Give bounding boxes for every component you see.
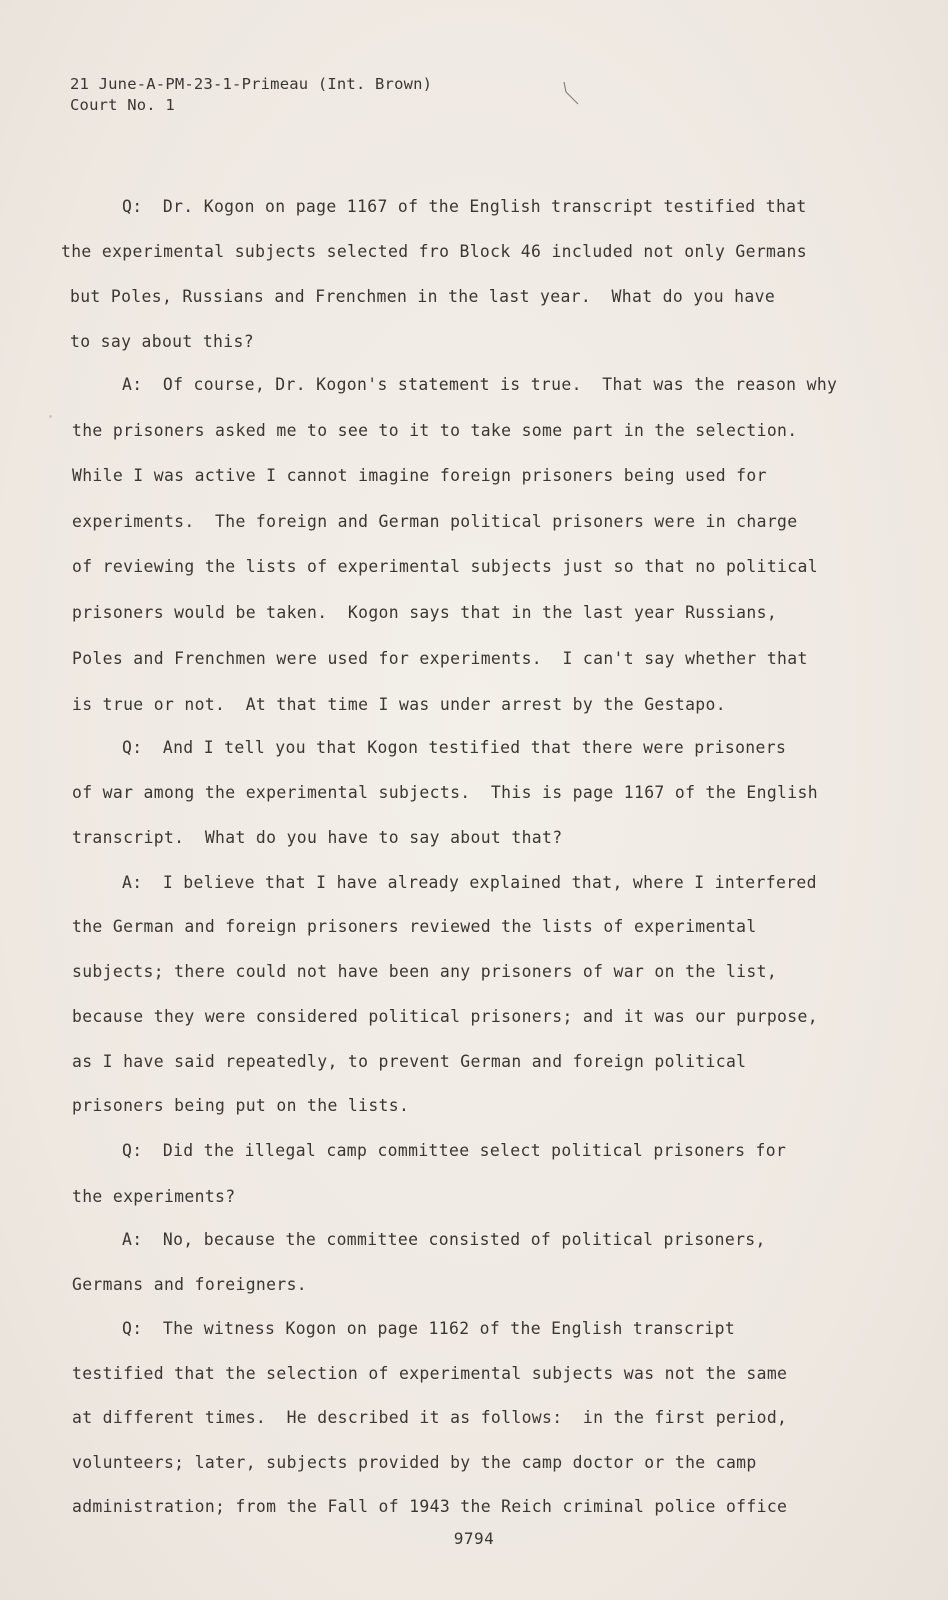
transcript-line: Germans and foreigners.: [72, 1275, 308, 1294]
transcript-line: A: No, because the committee consisted of political prisoners,: [122, 1230, 766, 1249]
header-case-reference: 21 June-A-PM-23-1-Primeau (Int. Brown): [70, 75, 433, 93]
transcript-line: While I was active I cannot imagine foreign prisoners being used for: [72, 466, 767, 485]
page-number: 9794: [453, 1529, 495, 1548]
transcript-line: of reviewing the lists of experimental subjects just so that no political: [72, 557, 818, 576]
paper-speck: [49, 415, 52, 418]
transcript-line: the German and foreign prisoners reviewed the lists of experimental: [72, 917, 757, 936]
transcript-line: A: I believe that I have already explained that, where I interfered: [122, 873, 817, 892]
transcript-line: the prisoners asked me to see to it to take some part in the selection.: [72, 421, 798, 440]
transcript-line: administration; from the Fall of 1943 the Reich criminal police office: [72, 1497, 788, 1516]
header-court-number: Court No. 1: [70, 96, 175, 114]
transcript-line: at different times. He described it as follows: in the first period,: [72, 1408, 788, 1427]
transcript-line: prisoners being put on the lists.: [72, 1096, 410, 1115]
transcript-line: of war among the experimental subjects. This is page 1167 of the English: [72, 783, 818, 802]
transcript-line: Poles and Frenchmen were used for experiments. I can't say whether that: [72, 649, 808, 668]
transcript-line: volunteers; later, subjects provided by the camp doctor or the camp: [72, 1453, 757, 1472]
transcript-line: Q: And I tell you that Kogon testified that there were prisoners: [122, 738, 787, 757]
transcript-line: as I have said repeatedly, to prevent German and foreign political: [72, 1052, 747, 1071]
pen-tick-mark: [562, 80, 580, 106]
transcript-line: because they were considered political prisoners; and it was our purpose,: [72, 1007, 818, 1026]
document-header: [70, 74, 432, 116]
transcript-line: A: Of course, Dr. Kogon's statement is true. That was the reason why: [122, 375, 838, 394]
transcript-line: subjects; there could not have been any prisoners of war on the list,: [72, 962, 778, 981]
transcript-line: to say about this?: [70, 332, 254, 351]
transcript-line: Q: Dr. Kogon on page 1167 of the English transcript testified that: [122, 197, 807, 216]
transcript-line: Q: Did the illegal camp committee select political prisoners for: [122, 1141, 787, 1160]
transcript-line: prisoners would be taken. Kogon says that in the last year Russians,: [72, 603, 778, 622]
transcript-line: but Poles, Russians and Frenchmen in the last year. What do you have: [70, 287, 776, 306]
transcript-line: Q: The witness Kogon on page 1162 of the English transcript: [122, 1319, 736, 1338]
transcript-line: is true or not. At that time I was under arrest by the Gestapo.: [72, 695, 726, 714]
transcript-line: the experimental subjects selected fro Block 46 included not only Germans: [61, 242, 807, 261]
transcript-line: experiments. The foreign and German political prisoners were in charge: [72, 512, 798, 531]
transcript-line: testified that the selection of experimental subjects was not the same: [72, 1364, 788, 1383]
transcript-line: the experiments?: [72, 1187, 236, 1206]
transcript-line: transcript. What do you have to say about that?: [72, 828, 563, 847]
